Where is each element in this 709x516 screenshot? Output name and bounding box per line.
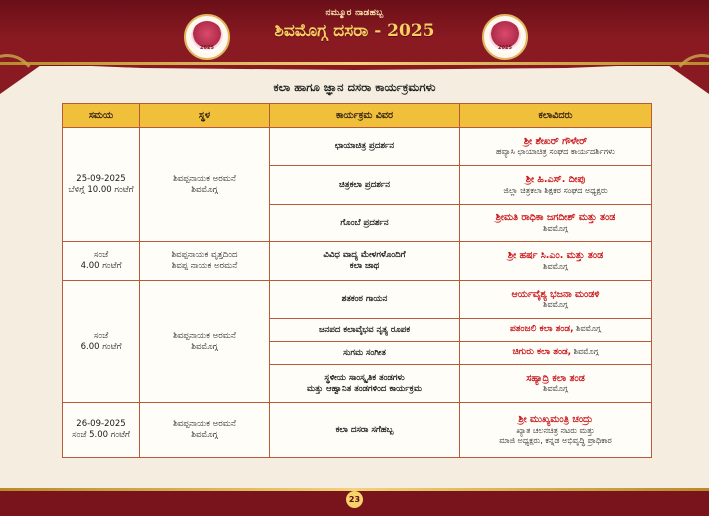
- dasara-logo-left: [184, 14, 230, 60]
- program-cell: ಜನಪದ ಕಲಾವೈಭವ ನೃತ್ಯ ರೂಪಕ: [270, 319, 460, 342]
- venue-line: ಶಿವಪ್ಪ ನಾಯಕ ಅರಮನೆ: [171, 261, 238, 271]
- time-text: ಬೆಳಿಗ್ಗೆ 10.00 ಗಂಟೆಗೆ: [68, 184, 134, 195]
- time-text: ಸಂಜೆ: [93, 250, 109, 261]
- artist-cell: [460, 166, 652, 205]
- logo-year: 2025: [498, 45, 512, 51]
- venue-cell: [140, 128, 270, 242]
- artist-name: ಪತಂಜಲಿ ಕಲಾ ತಂಡ,: [510, 324, 574, 335]
- header-title: ಶಿವಮೊಗ್ಗ ದಸರಾ - 2025: [274, 21, 435, 41]
- header-gold-border: [0, 62, 709, 65]
- venue-line: ಶಿವಮೊಗ್ಗ: [191, 430, 218, 440]
- artist-detail: ಶಿವಮೊಗ್ಗ: [543, 261, 568, 271]
- section-title: ಕಲಾ ಹಾಗೂ ಜ್ಞಾನ ದಸರಾ ಕಾರ್ಯಕ್ರಮಗಳು: [273, 80, 436, 94]
- time-text: 4.00 ಗಂಟೆಗೆ: [80, 261, 122, 271]
- program-line: ಕಲಾ ಜಾಥ: [349, 261, 380, 271]
- venue-line: ಶಿವಪ್ಪನಾಯಕ ಅರಮನೆ: [173, 330, 236, 341]
- artist-detail: ಶಿವಮೊಗ್ಗ: [543, 223, 568, 233]
- artist-name: ಶ್ರೀ ಹಿ.ಎಸ್. ದೀಪು: [525, 174, 586, 186]
- time-cell: [63, 403, 140, 458]
- artist-detail: ಹವ್ಯಾಸಿ ಛಾಯಾಚಿತ್ರ ಸಂಘದ ಕಾರ್ಯದರ್ಶಿಗಳು: [496, 147, 615, 157]
- date-text: 25-09-2025: [76, 173, 126, 184]
- program-cell: [270, 365, 460, 403]
- venue-line: ಶಿವಪ್ಪನಾಯಕ ಅರಮನೆ: [173, 173, 236, 184]
- artist-name: ಆರ್ಯವೈಶ್ಯ ಭಜನಾ ಮಂಡಳಿ: [511, 288, 600, 300]
- time-cell: [63, 128, 140, 242]
- artist-detail: ಮಾಜಿ ಅಧ್ಯಕ್ಷರು, ಕನ್ನಡ ಅಭಿವೃದ್ಧಿ ಪ್ರಾಧಿಕಾರ: [499, 435, 612, 445]
- table-header-row: [63, 104, 652, 128]
- artist-cell: [460, 319, 652, 342]
- artist-detail: ಶಿವಮೊಗ್ಗ: [571, 347, 599, 357]
- program-cell: ಚಿತ್ರಕಲಾ ಪ್ರದರ್ಶನ: [270, 166, 460, 205]
- artist-cell: [460, 365, 652, 403]
- artist-name: ಶ್ರೀ ಮುಖ್ಯಮಂತ್ರಿ ಚಂದ್ರು: [518, 414, 593, 426]
- artist-cell: [460, 281, 652, 319]
- program-cell: ಶತಕಂಠ ಗಾಯನ: [270, 281, 460, 319]
- artist-cell: [460, 128, 652, 166]
- artist-cell: [460, 342, 652, 365]
- venue-cell: [140, 242, 270, 281]
- artist-name: ಚಿಗುರು ಕಲಾ ತಂಡ,: [512, 347, 572, 358]
- dasara-logo-right: [482, 14, 528, 60]
- header-subtitle: ನಮ್ಮೂರ ನಾಡಹಬ್ಬ: [325, 8, 384, 18]
- venue-line: ಶಿವಮೊಗ್ಗ: [191, 341, 218, 352]
- page-number: 23: [346, 491, 363, 508]
- program-line: ಮತ್ತು ಆಹ್ವಾನಿತ ತಂಡಗಳಿಂದ ಕಾರ್ಯಕ್ರಮ: [307, 383, 422, 394]
- program-cell: [270, 242, 460, 281]
- artist-cell: [460, 242, 652, 281]
- program-cell: ಛಾಯಾಚಿತ್ರ ಪ್ರದರ್ಶನ: [270, 128, 460, 166]
- program-cell: ಸುಗಮ ಸಂಗೀತ: [270, 342, 460, 365]
- time-text: 6.00 ಗಂಟೆಗೆ: [80, 341, 122, 352]
- artist-name: ಸಹ್ಯಾದ್ರಿ ಕಲಾ ತಂಡ: [526, 372, 585, 384]
- venue-line: ಶಿವಪ್ಪನಾಯಕ ವೃತ್ತದಿಂದ: [171, 250, 238, 261]
- artist-detail: ಶಿವಮೊಗ್ಗ: [543, 384, 568, 394]
- column-header-venue: ಸ್ಥಳ: [140, 104, 270, 128]
- artist-cell: [460, 403, 652, 458]
- venue-cell: [140, 403, 270, 458]
- time-cell: [63, 281, 140, 403]
- venue-line: ಶಿವಪ್ಪನಾಯಕ ಅರಮನೆ: [173, 419, 236, 430]
- table-row: [63, 403, 652, 458]
- artist-name: ಶ್ರೀಮತಿ ರಾಧಿಕಾ ಜಗದೀಶ್ ಮತ್ತು ತಂಡ: [495, 212, 616, 224]
- date-text: 26-09-2025: [76, 419, 126, 430]
- artist-detail: ಜಿಲ್ಲಾ ಚಿತ್ರಕಲಾ ಶಿಕ್ಷಕರ ಸಂಘದ ಅಧ್ಯಕ್ಷರು: [503, 185, 608, 195]
- program-line: ಸ್ಥಳೀಯ ಸಾಂಸ್ಕೃತಿಕ ತಂಡಗಳು: [324, 372, 405, 383]
- table-row: [63, 128, 652, 166]
- artist-detail: ಖ್ಯಾತ ಚಲನಚಿತ್ರ ನಟರು ಮತ್ತು: [516, 425, 595, 435]
- column-header-program: ಕಾರ್ಯಕ್ರಮ ವಿವರ: [270, 104, 460, 128]
- program-cell: ಕಲಾ ದಸರಾ ಸಗೆಹಬ್ಬ: [270, 403, 460, 458]
- column-header-time: ಸಮಯ: [63, 104, 140, 128]
- logo-year: 2025: [200, 45, 214, 51]
- program-line: ವಿವಿಧ ವಾದ್ಯ ಮೇಳಗಳೊಂದಿಗೆ: [323, 250, 406, 261]
- table-row: [63, 281, 652, 319]
- artist-name: ಶ್ರೀ ಶೇಖರ್ ಗೌಳೇರ್: [523, 135, 588, 147]
- venue-line: ಶಿವಮೊಗ್ಗ: [191, 184, 218, 195]
- program-cell: ಗೊಂಬೆ ಪ್ರದರ್ಶನ: [270, 205, 460, 242]
- artist-detail: ಶಿವಮೊಗ್ಗ: [573, 324, 601, 334]
- artist-cell: [460, 205, 652, 242]
- table-row: [63, 242, 652, 281]
- artist-name: ಶ್ರೀ ಹರ್ಷ ಸಿ.ಎಂ. ಮತ್ತು ತಂಡ: [507, 250, 604, 262]
- venue-cell: [140, 281, 270, 403]
- time-text: ಸಂಜೆ 5.00 ಗಂಟೆಗೆ: [72, 430, 130, 440]
- time-cell: [63, 242, 140, 281]
- artist-detail: ಶಿವಮೊಗ್ಗ: [543, 300, 568, 310]
- program-schedule-table: [62, 103, 652, 458]
- column-header-artists: ಕಲಾವಿದರು: [460, 104, 652, 128]
- time-text: ಸಂಜೆ: [93, 330, 109, 341]
